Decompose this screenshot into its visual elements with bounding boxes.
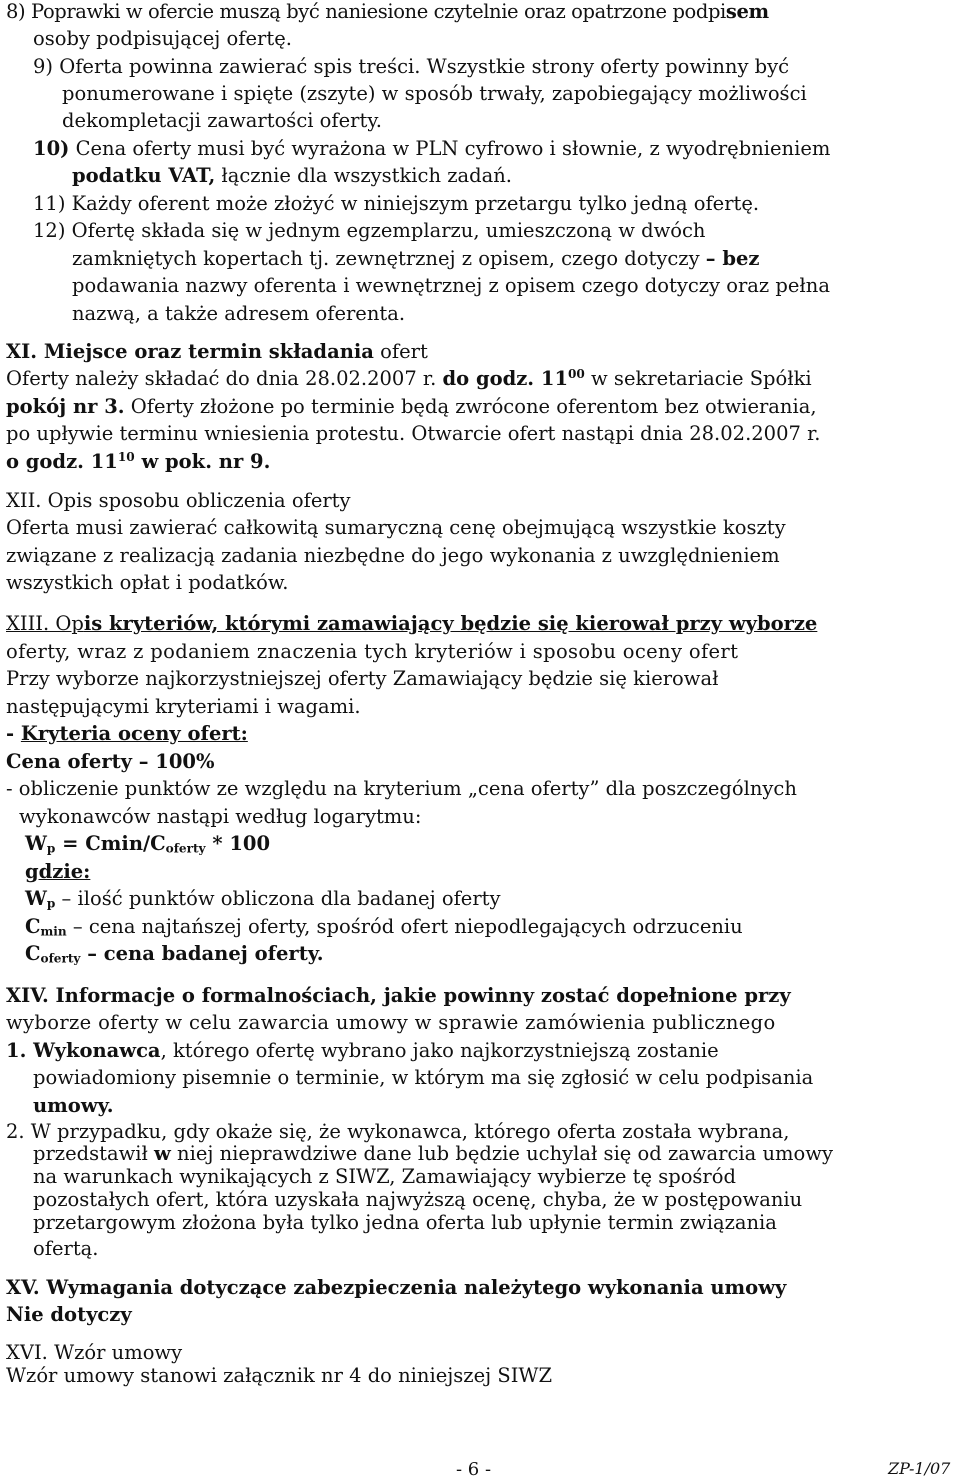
price-criterion: Cena oferty – 100%	[6, 750, 215, 773]
document-code: ZP-1/07	[888, 1459, 951, 1478]
section-xiii-line-1: Przy wyborze najkorzystniejszej oferty Zamawiający będzie się kierował	[6, 667, 719, 690]
def-cmin: $C_{min}$ – cena najtańszej oferty, spośród ofert niepodlegających odrzuceniu	[25, 915, 743, 939]
section-xi-line-1: Oferty należy składać do dnia 28.02.2007 r. do godz. $11^{00}$ w sekretariacie Spółki	[6, 366, 812, 390]
section-xi-line-2: pokój nr 3. Oferty złożone po terminie będą zwrócone oferentom bez otwierania,	[6, 395, 817, 418]
item-12-line-4: nazwą, a także adresem oferenta.	[72, 302, 406, 325]
section-xiii-heading-line-1: XIII. Opis kryteriów, którymi zamawiający będzie się kierował przy wyborze	[6, 612, 818, 635]
xiv-point-1-line-1: 1. Wykonawca, którego ofertę wybrano jako najkorzystniejszą zostanie	[6, 1039, 719, 1062]
calc-line-2: wykonawców nastąpi według logarytmu:	[19, 805, 422, 828]
xiv-point-2-line-6: ofertą.	[33, 1237, 99, 1260]
section-xiii-heading-line-2: oferty, wraz z podaniem znaczenia tych kryteriów i sposobu oceny ofert	[6, 640, 739, 663]
item-12-line-2: zamkniętych kopertach tj. zewnętrznej z opisem, czego dotyczy – bez	[72, 247, 760, 270]
section-xii-line-1: Oferta musi zawierać całkowitą sumaryczną cenę obejmującą wszystkie koszty	[6, 516, 786, 539]
section-xiii-line-2: następującymi kryteriami i wagami.	[6, 695, 361, 718]
section-xi-line-3: po upływie terminu wniesienia protestu. Otwarcie ofert nastąpi dnia 28.02.2007 r.	[6, 422, 821, 445]
xiv-point-2-line-2: przedstawił w niej nieprawdziwe dane lub będzie uchylał się od zawarcia umowy	[33, 1142, 833, 1165]
section-xi-line-4: o godz. $11^{10}$ w pok. nr 9.	[6, 449, 271, 473]
def-wp: $W_p$ – ilość punktów obliczona dla badanej oferty	[25, 887, 501, 911]
criteria-heading: - Kryteria oceny ofert:	[6, 722, 248, 745]
formula: $W_p = Cmin/C_{oferty} * 100$	[25, 832, 271, 856]
xiv-point-1-line-2: powiadomiony pisemnie o terminie, w którym ma się zgłosić w celu podpisania	[33, 1066, 814, 1089]
item-9-line-2: ponumerowane i spięte (zszyte) w sposób trwały, zapobiegający możliwości	[62, 82, 807, 105]
item-12-line-3: podawania nazwy oferenta i wewnętrznej z opisem czego dotyczy oraz pełna	[72, 274, 830, 297]
section-xv-heading: XV. Wymagania dotyczące zabezpieczenia należytego wykonania umowy	[6, 1276, 787, 1299]
where-label: gdzie:	[25, 860, 91, 883]
item-8-line-1: 8) Poprawki w ofercie muszą być naniesione czytelnie oraz opatrzone podpisem	[6, 0, 769, 23]
section-xii-heading: XII. Opis sposobu obliczenia oferty	[6, 489, 351, 512]
section-xi-heading: XI. Miejsce oraz termin składania ofert	[6, 340, 428, 363]
xiv-point-2-line-1: 2. W przypadku, gdy okaże się, że wykonawca, którego oferta została wybrana,	[6, 1120, 790, 1143]
section-xiv-heading-line-1: XIV. Informacje o formalnościach, jakie powinny zostać dopełnione przy	[6, 984, 791, 1007]
page-number: - 6 -	[456, 1459, 492, 1480]
item-10-line-2: podatku VAT, łącznie dla wszystkich zadań.	[72, 164, 512, 187]
section-xii-line-2: związane z realizacją zadania niezbędne do jego wykonania z uwzględnieniem	[6, 544, 780, 567]
item-10-line-1: 10) Cena oferty musi być wyrażona w PLN cyfrowo i słownie, z wyodrębnieniem	[33, 137, 831, 160]
item-9-line-3: dekompletacji zawartości oferty.	[62, 109, 382, 132]
section-xv-line-1: Nie dotyczy	[6, 1303, 132, 1326]
item-12-line-1: 12) Ofertę składa się w jednym egzemplarzu, umieszczoną w dwóch	[33, 219, 706, 242]
xiv-point-2-line-4: pozostałych ofert, która uzyskała najwyższą ocenę, chyba, że w postępowaniu	[33, 1188, 803, 1211]
section-xii-line-3: wszystkich opłat i podatków.	[6, 571, 289, 594]
calc-line-1: - obliczenie punktów ze względu na kryterium „cena oferty” dla poszczególnych	[6, 777, 797, 800]
item-11: 11) Każdy oferent może złożyć w niniejszym przetargu tylko jedną ofertę.	[33, 192, 760, 215]
def-coferty: $C_{oferty}$ – cena badanej oferty.	[25, 942, 324, 966]
xiv-point-1-line-3: umowy.	[33, 1094, 114, 1117]
item-9-line-1: 9) Oferta powinna zawierać spis treści. Wszystkie strony oferty powinny być	[33, 55, 790, 78]
section-xvi-heading: XVI. Wzór umowy	[6, 1341, 183, 1364]
item-8-line-2: osoby podpisującej ofertę.	[33, 27, 292, 50]
section-xvi-line-1: Wzór umowy stanowi załącznik nr 4 do niniejszej SIWZ	[6, 1364, 553, 1387]
section-xiv-heading-line-2: wyborze oferty w celu zawarcia umowy w sprawie zamówienia publicznego	[6, 1011, 776, 1034]
xiv-point-2-line-3: na warunkach wynikających z SIWZ, Zamawiający wybierze tę spośród	[33, 1165, 736, 1188]
xiv-point-2-line-5: przetargowym złożona była tylko jedna oferta lub upłynie termin związania	[33, 1211, 777, 1234]
